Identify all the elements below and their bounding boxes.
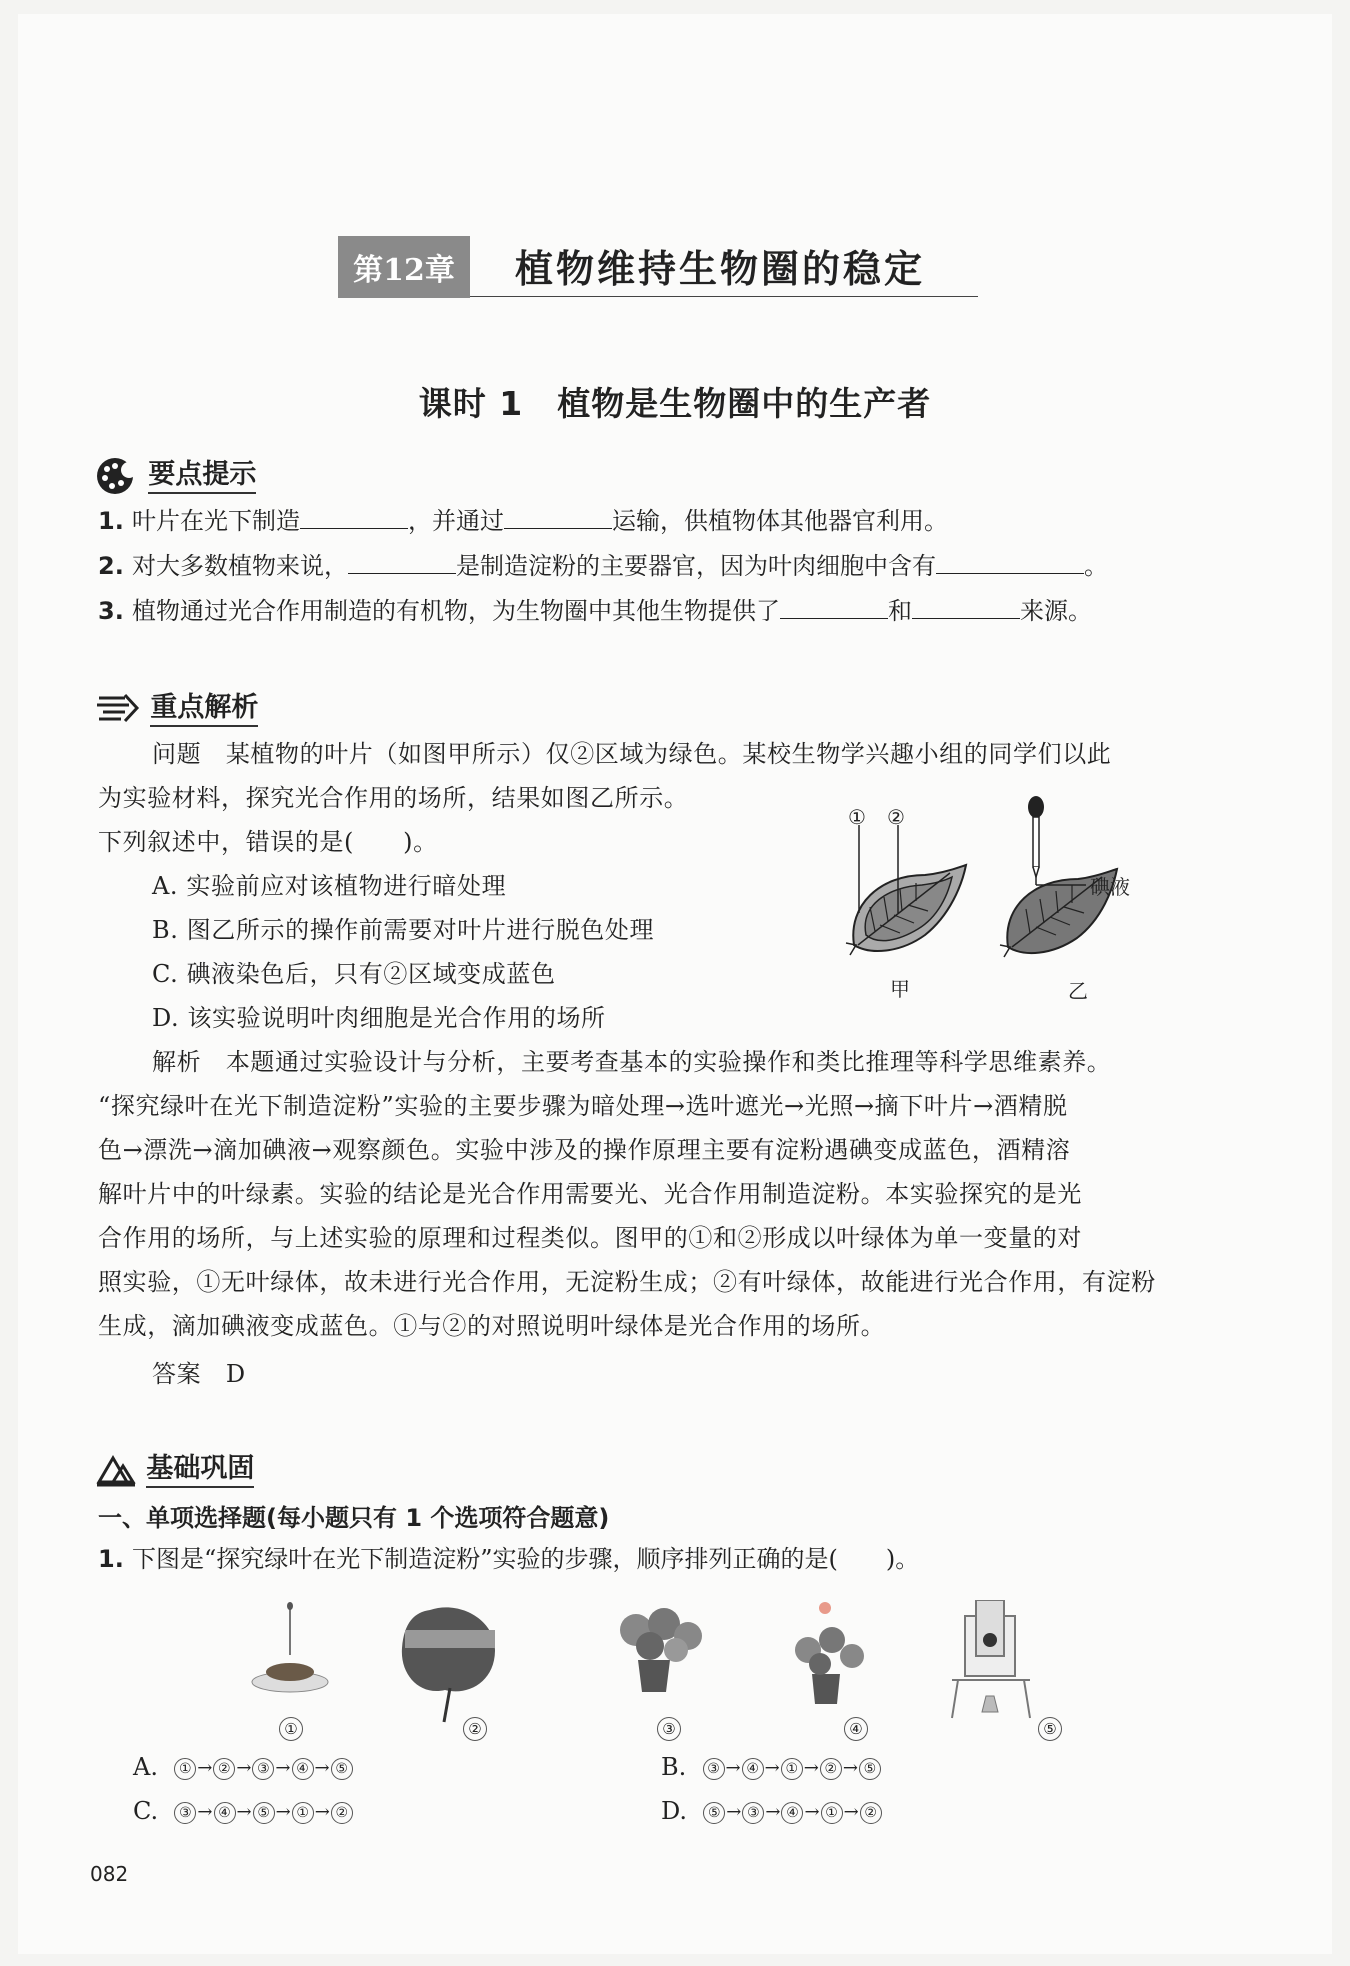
analysis-line-5: 合作用的场所，与上述实验的原理和过程类似。图甲的①和②形成以叶绿体为单一变量的对 [98, 1224, 1082, 1252]
step-label-2: ② [462, 1717, 488, 1741]
step-4-drawing [795, 1602, 864, 1704]
step-2-drawing [402, 1607, 495, 1722]
question-line-2: 为实验材料，探究光合作用的场所，结果如图乙所示。 [98, 784, 689, 812]
step-1-drawing [252, 1602, 328, 1692]
key-point-1: 1. 叶片在光下制造 ，并通过 运输，供植物体其他器官利用。 [98, 507, 948, 535]
chapter-rule [470, 296, 978, 297]
option-b[interactable]: B. 图乙所示的操作前需要对叶片进行脱色处理 [152, 916, 655, 944]
leaf-jia-drawing [846, 865, 966, 955]
analysis-title: 重点解析 [150, 692, 258, 727]
option-a[interactable]: A. 实验前应对该植物进行暗处理 [152, 872, 507, 900]
choice-d[interactable]: D. ⑤ → ③ → ④ → ① → ② [661, 1796, 883, 1828]
label-yi: 乙 [1068, 979, 1088, 1003]
option-c[interactable]: C. 碘液染色后，只有②区域变成蓝色 [152, 960, 556, 988]
analysis-line-2: “探究绿叶在光下制造淀粉”实验的主要步骤为暗处理→选叶遮光→光照→摘下叶片→酒精脱 [98, 1092, 1068, 1120]
analysis-line-7: 生成，滴加碘液变成蓝色。①与②的对照说明叶绿体是光合作用的场所。 [98, 1312, 886, 1340]
choice-a[interactable]: A. ① → ② → ③ → ④ → ⑤ [133, 1752, 354, 1784]
blank[interactable] [300, 506, 408, 529]
step-3-drawing [620, 1608, 702, 1692]
step-label-5: ⑤ [1037, 1717, 1063, 1741]
dropper-drawing [1028, 796, 1044, 877]
label-region-1: ① [848, 805, 866, 829]
label-iodine: 碘液 [1090, 875, 1130, 899]
palette-icon [95, 456, 139, 496]
leaf-figure [830, 795, 1230, 1010]
analysis-header [95, 685, 258, 726]
option-d[interactable]: D. 该实验说明叶肉细胞是光合作用的场所 [152, 1004, 606, 1032]
key-point-3: 3. 植物通过光合作用制造的有机物，为生物圈中其他生物提供了 和 来源。 [98, 597, 1092, 625]
blank[interactable] [912, 596, 1020, 619]
analysis-line-3: 色→漂洗→滴加碘液→观察颜色。实验中涉及的操作原理主要有淀粉遇碘变成蓝色，酒精溶 [98, 1136, 1071, 1164]
label-region-2: ② [887, 805, 905, 829]
key-points-header [95, 452, 256, 496]
blank[interactable] [348, 551, 456, 574]
lesson-title: 课时 1 植物是生物圈中的生产者 [418, 384, 932, 423]
answer-value: D [225, 1360, 246, 1388]
single-choice-heading: 一、单项选择题(每小题只有 1 个选项符合题意) [98, 1504, 610, 1532]
answer-line: 答案 D [152, 1360, 246, 1388]
blank[interactable] [936, 551, 1084, 574]
choice-b[interactable]: B. ③ → ④ → ① → ② → ⑤ [661, 1752, 882, 1784]
chapter-title: 植物维持生物圈的稳定 [515, 246, 926, 291]
question-1: 1. 下图是“探究绿叶在光下制造淀粉”实验的步骤，顺序排列正确的是( )。 [98, 1545, 920, 1573]
question-line-1: 问题 某植物的叶片（如图甲所示）仅②区域为绿色。某校生物学兴趣小组的同学们以此 [152, 740, 1112, 768]
chapter-badge: 第12章 [338, 236, 470, 298]
blank[interactable] [504, 506, 612, 529]
blank[interactable] [780, 596, 888, 619]
basics-title: 基础巩固 [146, 1453, 254, 1488]
step-5-drawing [952, 1600, 1030, 1718]
basics-header [95, 1446, 254, 1488]
page-number: 082 [90, 1862, 129, 1886]
question-line-3: 下列叙述中，错误的是( )。 [98, 828, 438, 856]
lines-arrow-icon [95, 692, 141, 726]
step-label-4: ④ [843, 1717, 869, 1741]
step-label-3: ③ [656, 1717, 682, 1741]
key-points-title: 要点提示 [148, 459, 256, 494]
analysis-line-1: 解析 本题通过实验设计与分析，主要考查基本的实验操作和类比推理等科学思维素养。 [152, 1048, 1112, 1076]
label-jia: 甲 [890, 977, 910, 1001]
choice-c[interactable]: C. ③ → ④ → ⑤ → ① → ② [133, 1796, 354, 1828]
triangle-stack-icon [95, 1452, 137, 1488]
step-label-1: ① [278, 1717, 304, 1741]
analysis-line-4: 解叶片中的叶绿素。实验的结论是光合作用需要光、光合作用制造淀粉。本实验探究的是光 [98, 1180, 1082, 1208]
key-point-2: 2. 对大多数植物来说， 是制造淀粉的主要器官，因为叶肉细胞中含有 。 [98, 552, 1108, 580]
analysis-line-6: 照实验，①无叶绿体，故未进行光合作用，无淀粉生成；②有叶绿体，故能进行光合作用，有淀粉 [98, 1268, 1156, 1296]
